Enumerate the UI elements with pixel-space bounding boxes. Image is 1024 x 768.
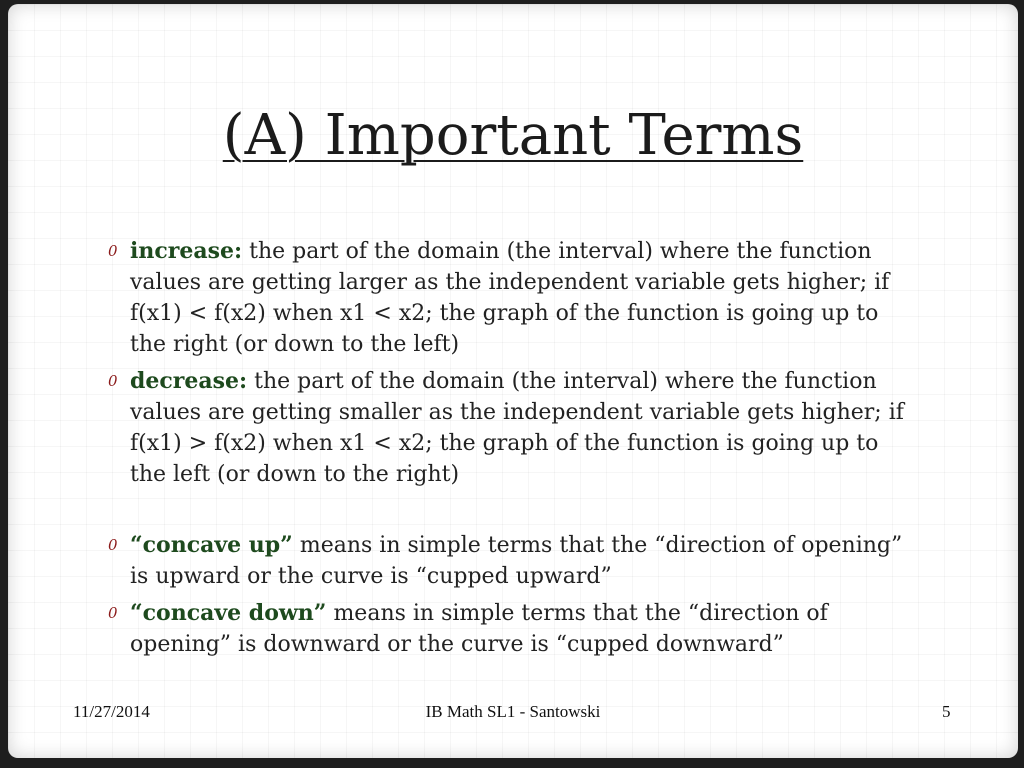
- bullet-marker: 0: [108, 242, 118, 260]
- term-concave-down: “concave down”: [130, 600, 327, 626]
- definition-decrease: the part of the domain (the interval) where the function values are getting smaller as the independent variable gets higher; if f(x1) > f(x2) when x1 < x2; the graph of the function is going up to the left (or down to the right): [130, 369, 904, 487]
- slide: [8, 4, 1018, 758]
- term-concave-up: “concave up”: [130, 532, 293, 558]
- definition-concave-up: means in simple terms that the “direction of opening” is upward or the curve is “cupped upward”: [130, 533, 903, 589]
- footer-page-number: 5: [942, 702, 951, 721]
- bullet-marker: 0: [108, 372, 118, 390]
- bullet-list: [108, 236, 908, 666]
- term-increase: increase:: [130, 238, 243, 264]
- footer-date: 11/27/2014: [73, 702, 150, 721]
- bullet-marker: 0: [108, 536, 118, 554]
- footer-course: IB Math SL1 - Santowski: [425, 702, 601, 721]
- bullet-item-concave-down: [108, 598, 908, 660]
- bullet-item-decrease: [108, 366, 908, 490]
- bullet-item-increase: [108, 236, 908, 360]
- definition-increase: the part of the domain (the interval) where the function values are getting larger as the independent variable gets higher; if f(x1) < f(x2) when x1 < x2; the graph of the function is going up to the right (or down to the left): [130, 239, 890, 357]
- definition-concave-down: means in simple terms that the “direction of opening” is downward or the curve is “cupped downward”: [130, 601, 828, 657]
- term-decrease: decrease:: [130, 368, 248, 394]
- bullet-marker: 0: [108, 604, 118, 622]
- slide-title: [8, 100, 1018, 172]
- slide-title-text: (A) Important Terms: [222, 103, 804, 168]
- bullet-item-concave-up: [108, 530, 908, 592]
